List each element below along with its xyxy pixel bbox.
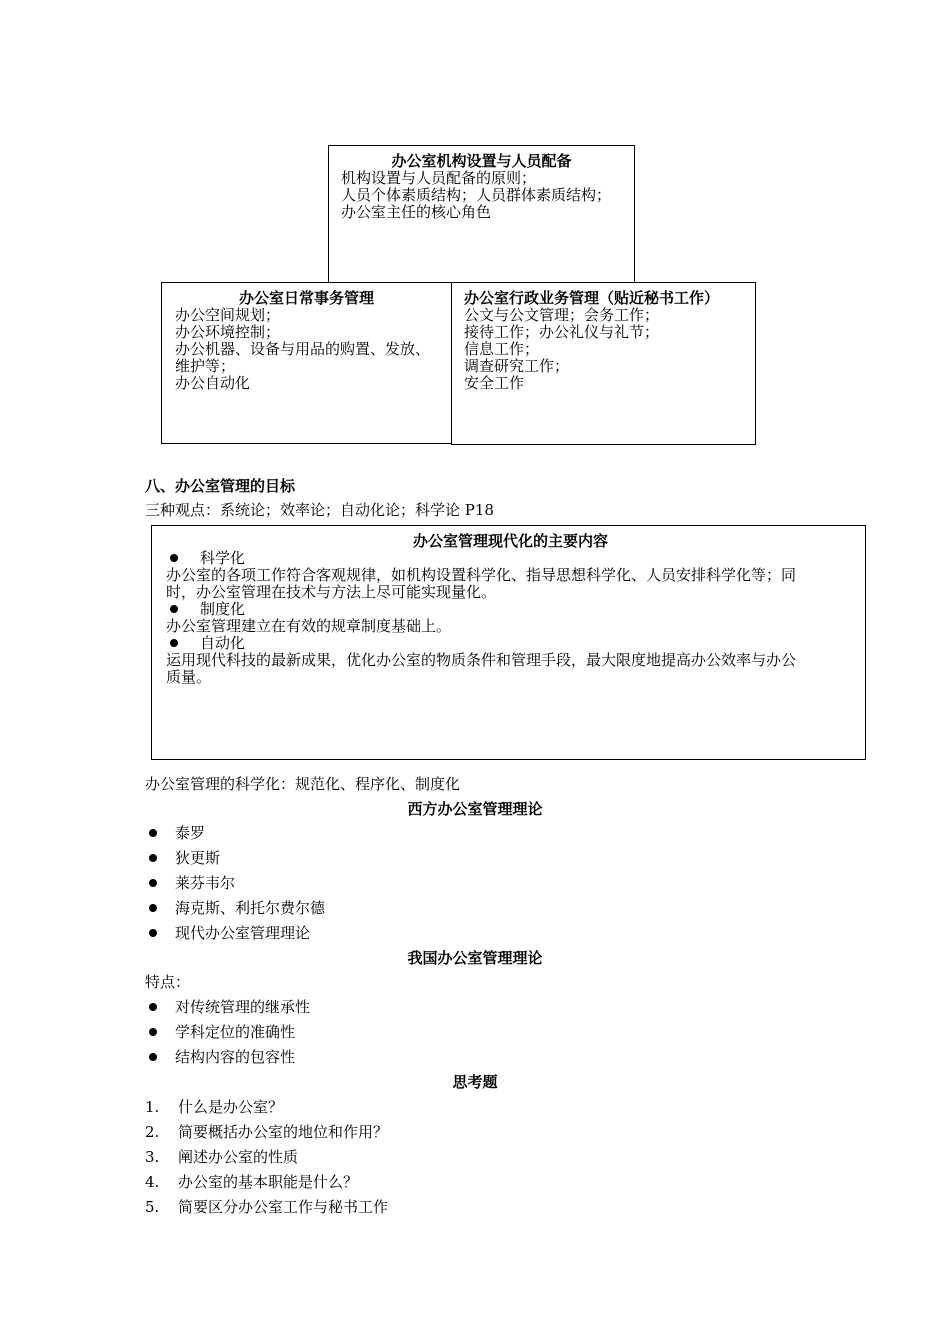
org-box-left-title: 办公室日常事务管理 xyxy=(238,289,374,307)
modernization-box xyxy=(151,525,866,760)
question-item: 1. 什么是办公室？ xyxy=(145,1098,284,1116)
org-box-left-line: 办公空间规划； xyxy=(175,306,281,324)
bullet-icon xyxy=(149,829,157,837)
paragraph-line: 运用现代科技的最新成果，优化办公室的物质条件和管理手段，最大限度地提高办公效率与办公 xyxy=(166,651,797,669)
org-box-left-line: 办公机器、设备与用品的购置、发放、 xyxy=(175,340,431,358)
questions-heading: 思考题 xyxy=(452,1073,498,1091)
list-item: 海克斯、利托尔费尔德 xyxy=(145,898,325,918)
org-box-top xyxy=(328,145,635,283)
org-box-left-line: 办公自动化 xyxy=(175,374,251,392)
org-box-right xyxy=(451,282,756,445)
list-item: 结构内容的包容性 xyxy=(145,1047,295,1067)
bullet-icon xyxy=(170,639,178,647)
list-item: 自动化 xyxy=(166,635,855,652)
org-box-left-line: 办公环境控制； xyxy=(175,323,281,341)
paragraph-line: 质量。 xyxy=(166,668,212,686)
paragraph-line: 办公室管理建立在有效的规章制度基础上。 xyxy=(166,617,452,635)
china-intro: 特点： xyxy=(145,973,191,991)
org-box-left xyxy=(161,282,452,444)
list-item: 莱芬韦尔 xyxy=(145,873,235,893)
western-heading: 西方办公室管理理论 xyxy=(407,800,543,818)
paragraph-line: 办公室的各项工作符合客观规律，如机构设置科学化、指导思想科学化、人员安排科学化等；同 xyxy=(166,566,797,584)
org-box-top-line: 机构设置与人员配备的原则； xyxy=(341,169,537,187)
bullet-icon xyxy=(149,1053,157,1061)
org-box-top-line: 人员个体素质结构；人员群体素质结构； xyxy=(341,186,612,204)
list-item: 现代办公室管理理论 xyxy=(145,923,310,943)
bullet-icon xyxy=(149,1028,157,1036)
list-item: 制度化 xyxy=(166,601,855,618)
modernization-box-title: 办公室管理现代化的主要内容 xyxy=(412,532,608,550)
list-item: 狄更斯 xyxy=(145,848,220,868)
question-item: 2. 简要概括办公室的地位和作用？ xyxy=(145,1123,389,1141)
question-item: 3. 阐述办公室的性质 xyxy=(145,1148,299,1166)
org-box-right-line: 接待工作；办公礼仪与礼节； xyxy=(464,323,660,341)
bullet-icon xyxy=(149,904,157,912)
list-item: 学科定位的准确性 xyxy=(145,1022,295,1042)
org-box-left-line: 维护等； xyxy=(175,357,236,375)
org-box-right-line: 公文与公文管理；会务工作； xyxy=(464,306,660,324)
org-box-right-title: 办公室行政业务管理（贴近秘书工作） xyxy=(464,289,720,307)
bullet-icon xyxy=(149,879,157,887)
bullet-icon xyxy=(149,929,157,937)
bullet-icon xyxy=(170,605,178,613)
org-box-right-line: 安全工作 xyxy=(464,374,525,392)
bullet-icon xyxy=(149,854,157,862)
question-item: 4. 办公室的基本职能是什么？ xyxy=(145,1173,359,1191)
org-box-top-line: 办公室主任的核心角色 xyxy=(341,203,492,221)
question-item: 5. 简要区分办公室工作与秘书工作 xyxy=(145,1198,389,1216)
list-item: 泰罗 xyxy=(145,823,205,843)
china-heading: 我国办公室管理理论 xyxy=(407,949,543,967)
org-box-top-title: 办公室机构设置与人员配备 xyxy=(391,152,572,170)
paragraph-line: 时，办公室管理在技术与方法上尽可能实现量化。 xyxy=(166,583,497,601)
org-box-right-line: 信息工作； xyxy=(464,340,540,358)
list-item: 科学化 xyxy=(166,550,855,567)
science-line: 办公室管理的科学化：规范化、程序化、制度化 xyxy=(145,775,461,793)
section-heading: 八、办公室管理的目标 xyxy=(145,477,296,495)
bullet-icon xyxy=(149,1003,157,1011)
views-line: 三种观点：系统论；效率论；自动化论；科学论 P18 xyxy=(145,501,494,519)
list-item: 对传统管理的继承性 xyxy=(145,997,310,1017)
org-box-right-line: 调查研究工作； xyxy=(464,357,570,375)
bullet-icon xyxy=(170,554,178,562)
